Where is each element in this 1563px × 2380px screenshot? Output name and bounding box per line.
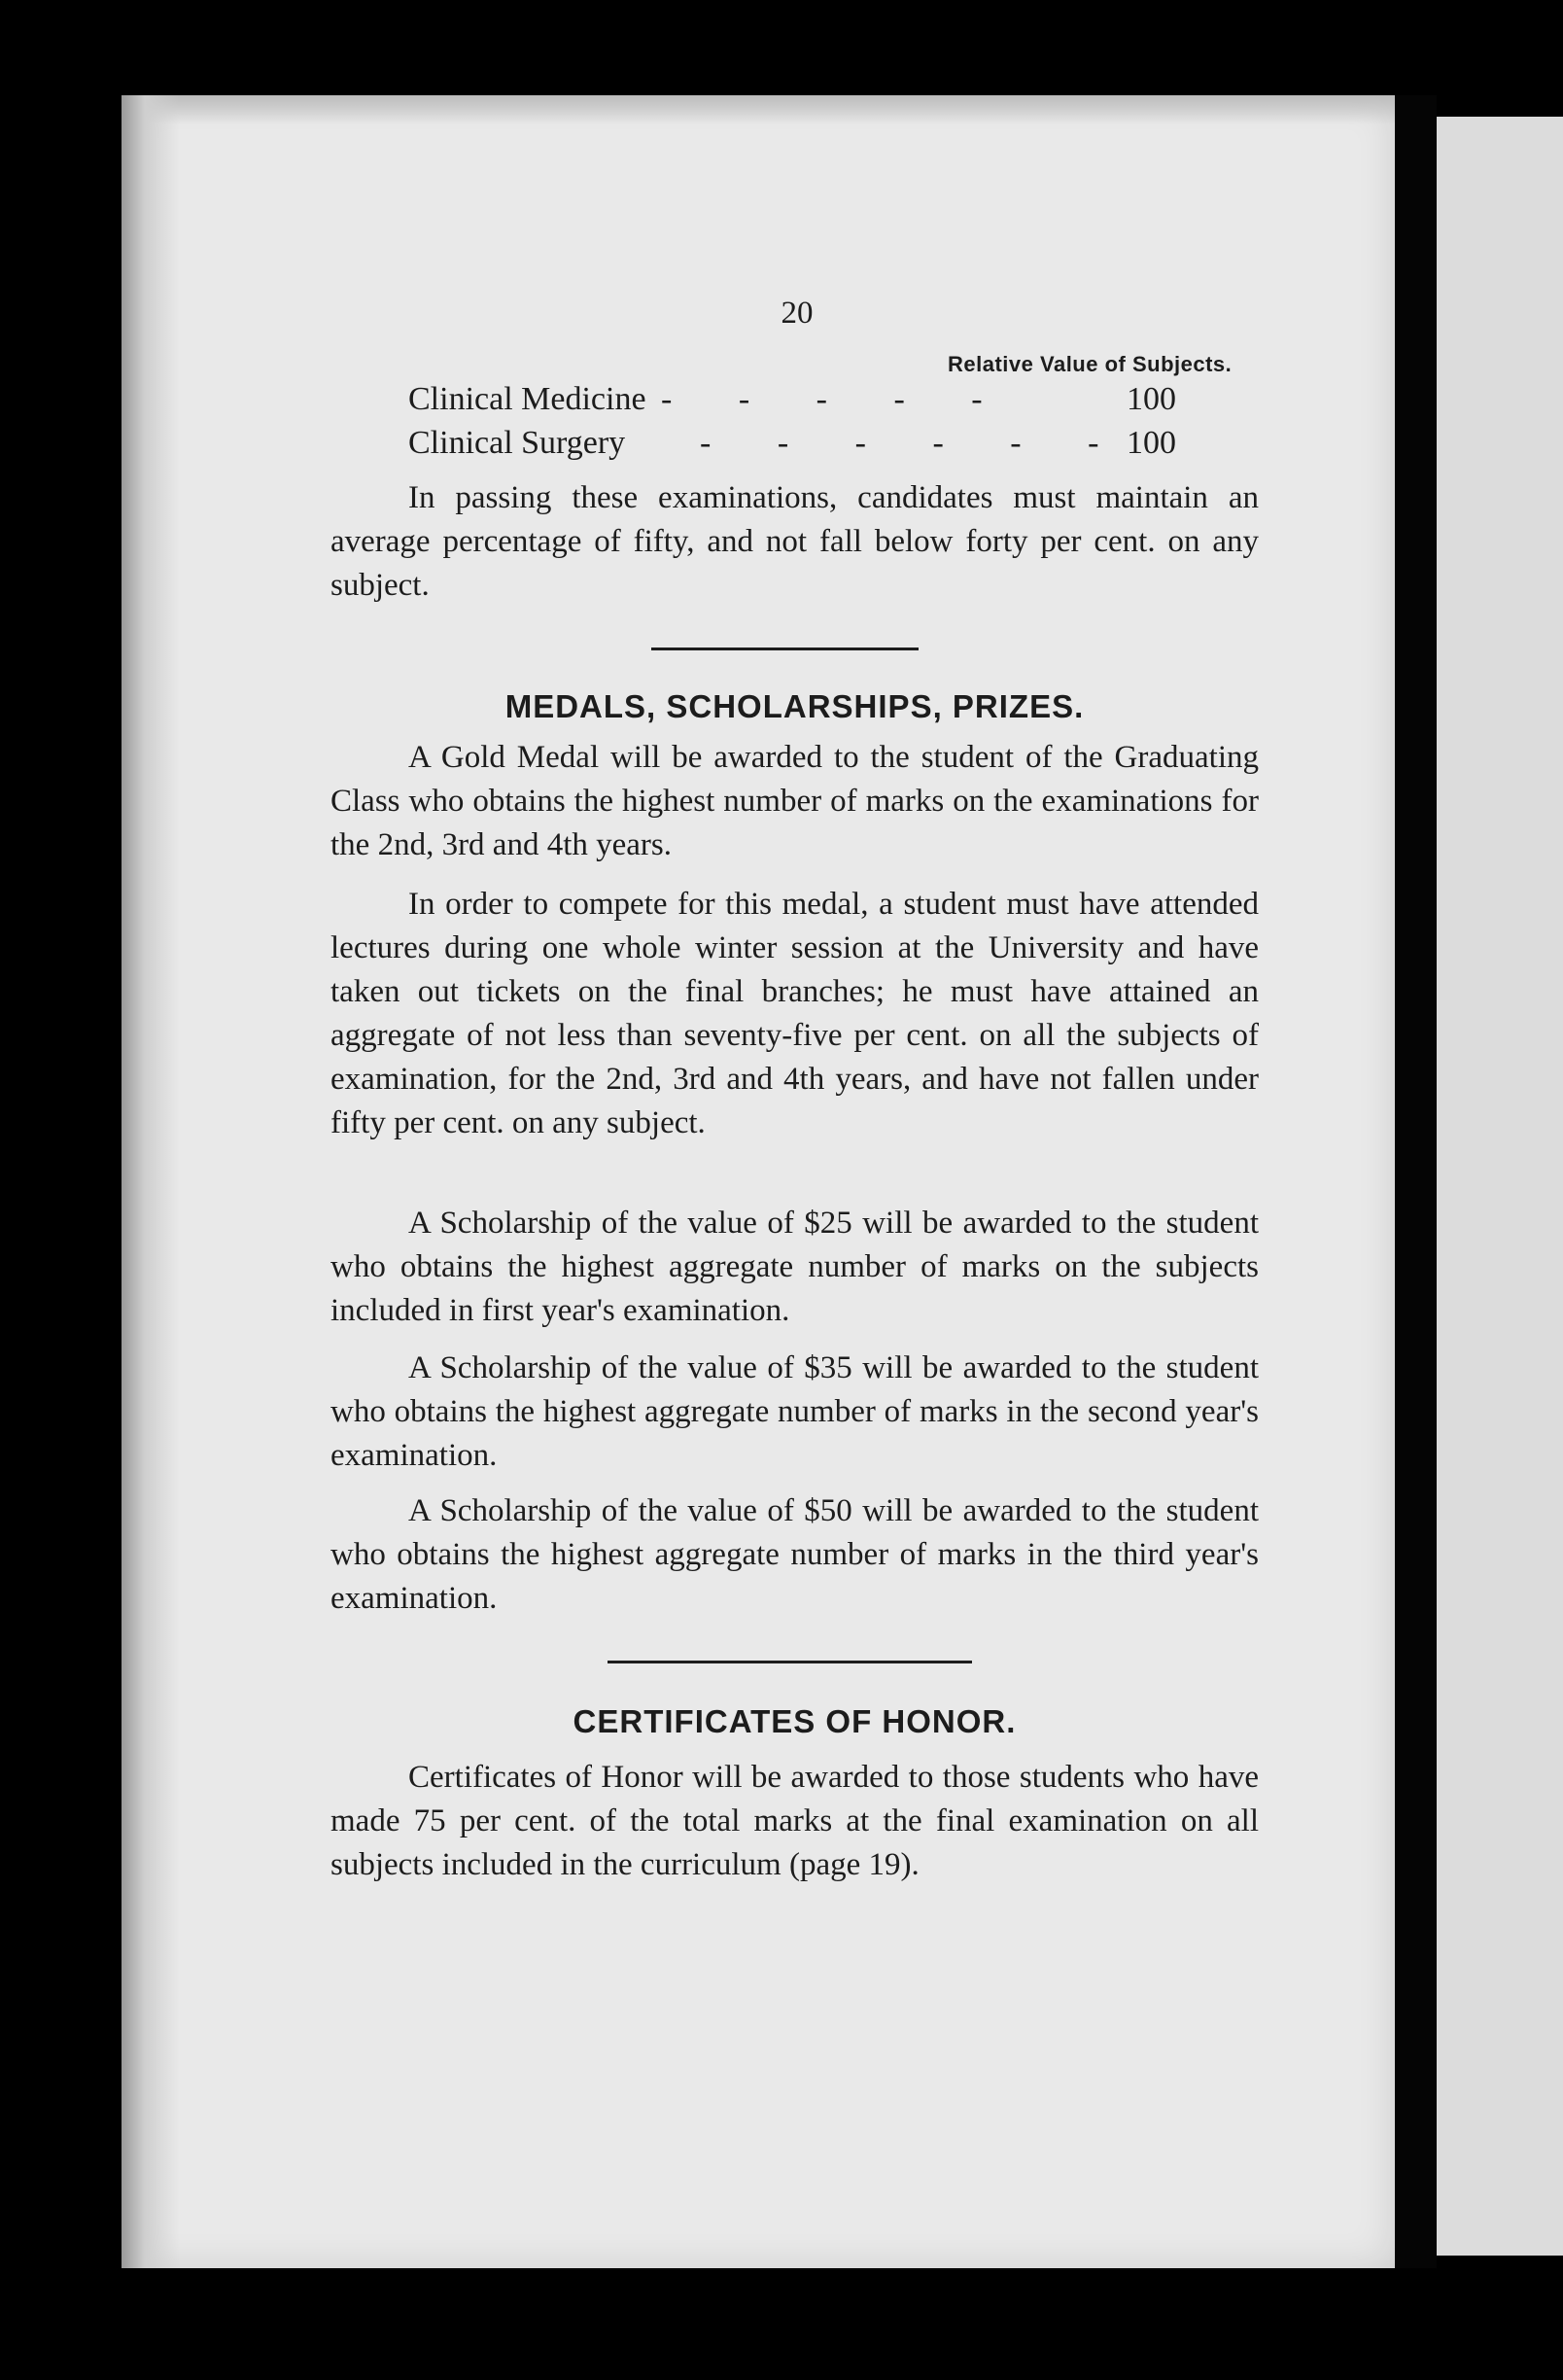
section-divider: [651, 648, 919, 650]
certificates-heading: CERTIFICATES OF HONOR.: [573, 1703, 1017, 1739]
adjacent-page-edge: [1437, 117, 1563, 2256]
subject-value: 100: [1127, 425, 1176, 461]
subject-name: Clinical Medicine: [408, 381, 646, 417]
leader-dashes: - - - - - -: [700, 425, 1129, 461]
leader-dashes: - - - - -: [661, 381, 1012, 417]
page-left-shadow: [122, 95, 180, 2268]
page-top-shadow: [122, 95, 1395, 124]
gold-medal-paragraph: A Gold Medal will be awarded to the student of the Graduating Class who obtains the highest number of marks on the examinations for the 2nd, 3rd and 4th years.: [330, 740, 1259, 862]
section-divider: [608, 1661, 972, 1663]
relative-value-header: Relative Value of Subjects.: [948, 352, 1233, 376]
compete-paragraph: In order to compete for this medal, a student must have attended lectures during one whole winter session at the University and have taken out tickets on the final branches; he must have attained an aggregate of not less than seventy-five per cent. on all the subjects of examination, for the 2nd, 3rd and 4th years, and have not fallen under fifty per cent. on any subject.: [330, 887, 1259, 1140]
scholarship-25-paragraph: A Scholarship of the value of $25 will be awarded to the student who obtains the highest aggregate number of marks on the subjects included in first year's examination.: [330, 1206, 1259, 1328]
subject-row: [408, 425, 1176, 468]
subject-name: Clinical Surgery: [408, 425, 626, 461]
subject-row: [408, 381, 1176, 424]
certificates-paragraph: Certificates of Honor will be awarded to those students who have made 75 per cent. of the total marks at the final examination on all subjects included in the curriculum (page 19).: [330, 1760, 1259, 1882]
page-number: 20: [781, 296, 814, 331]
scholarship-35-paragraph: A Scholarship of the value of $35 will be awarded to the student who obtains the highest aggregate number of marks in the second year's examination.: [330, 1350, 1259, 1473]
scholarship-50-paragraph: A Scholarship of the value of $50 will be awarded to the student who obtains the highest aggregate number of marks in the third year's examination.: [330, 1493, 1259, 1616]
book-gutter: [1395, 95, 1437, 2268]
subject-value: 100: [1127, 381, 1176, 417]
passing-paragraph: In passing these examinations, candidates must maintain an average percentage of fifty, and not fall below forty per cent. on any subject.: [330, 480, 1259, 603]
medals-heading: MEDALS, SCHOLARSHIPS, PRIZES.: [504, 688, 1085, 724]
